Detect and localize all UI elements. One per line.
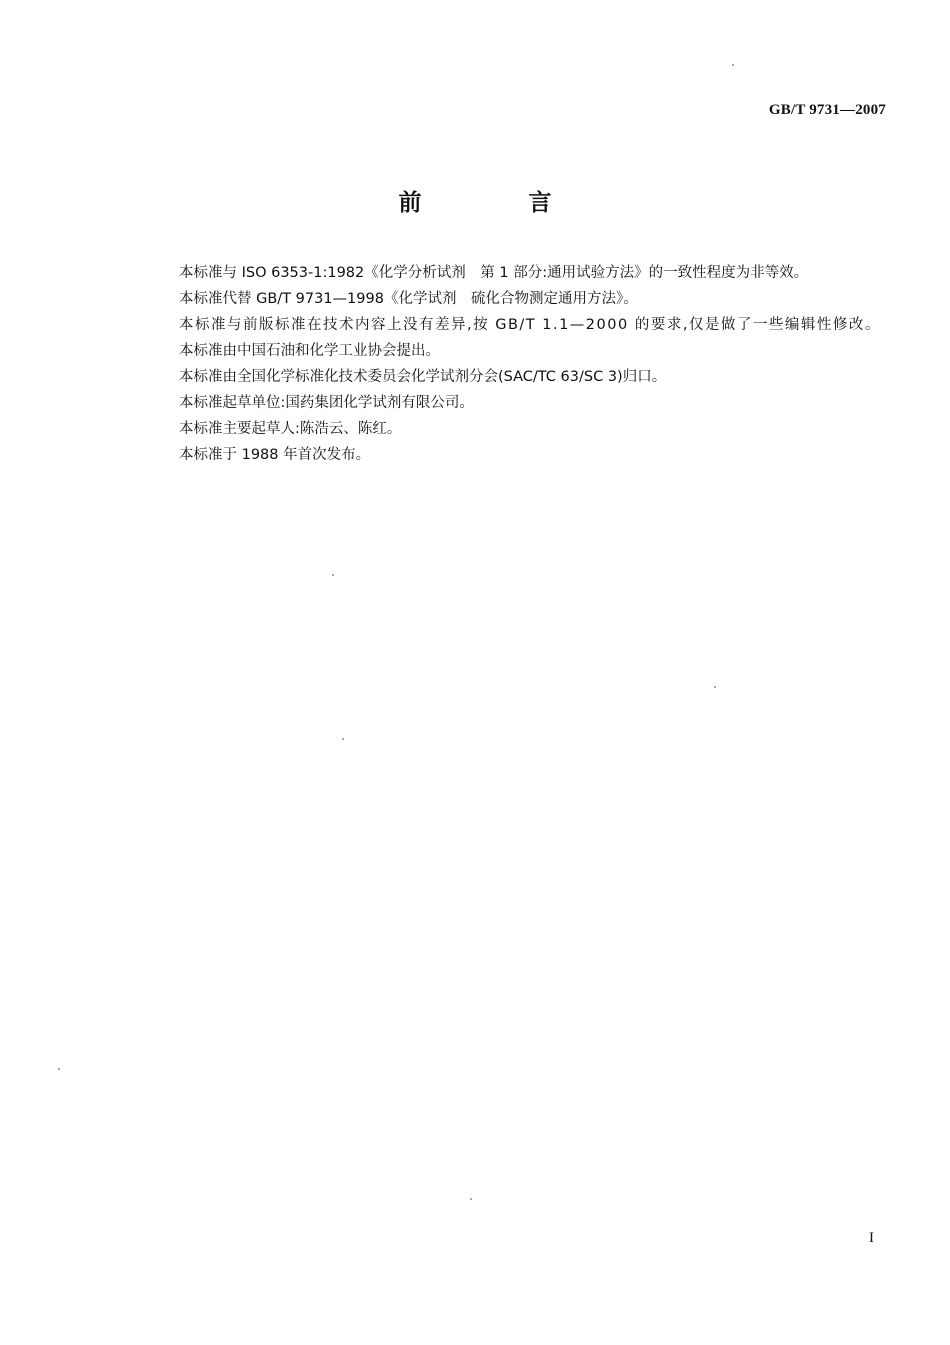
paragraph-drafting-unit: 本标准起草单位:国药集团化学试剂有限公司。 [179,395,474,411]
scan-speck [732,64,734,66]
foreword-body [149,260,887,468]
paragraph-centralized-by: 本标准由全国化学标准化技术委员会化学试剂分会(SAC/TC 63/SC 3)归口。 [179,369,667,385]
paragraph-changes: 本标准与前版标准在技术内容上没有差异,按 GB/T 1.1—2000 的要求,仅是做了一些编辑性修改。 [179,317,881,333]
paragraph-proposed-by: 本标准由中国石油和化学工业协会提出。 [179,343,440,359]
page-title: 前 言 [398,190,594,216]
paragraph-drafters: 本标准主要起草人:陈浩云、陈红。 [179,421,402,437]
scan-speck [342,738,344,740]
scan-speck [332,574,334,576]
standard-code: GB/T 9731—2007 [768,102,886,118]
paragraph-equivalence: 本标准与 ISO 6353-1:1982《化学分析试剂 第 1 部分:通用试验方法》的一致性程度为非等效。 [179,265,809,281]
paragraph-first-published: 本标准于 1988 年首次发布。 [179,447,371,463]
scan-speck [714,686,716,688]
paragraph-replaces: 本标准代替 GB/T 9731—1998《化学试剂 硫化合物测定通用方法》。 [179,291,638,307]
scan-speck [58,1068,60,1070]
scan-speck [470,1198,472,1200]
page-number: I [869,1230,874,1246]
